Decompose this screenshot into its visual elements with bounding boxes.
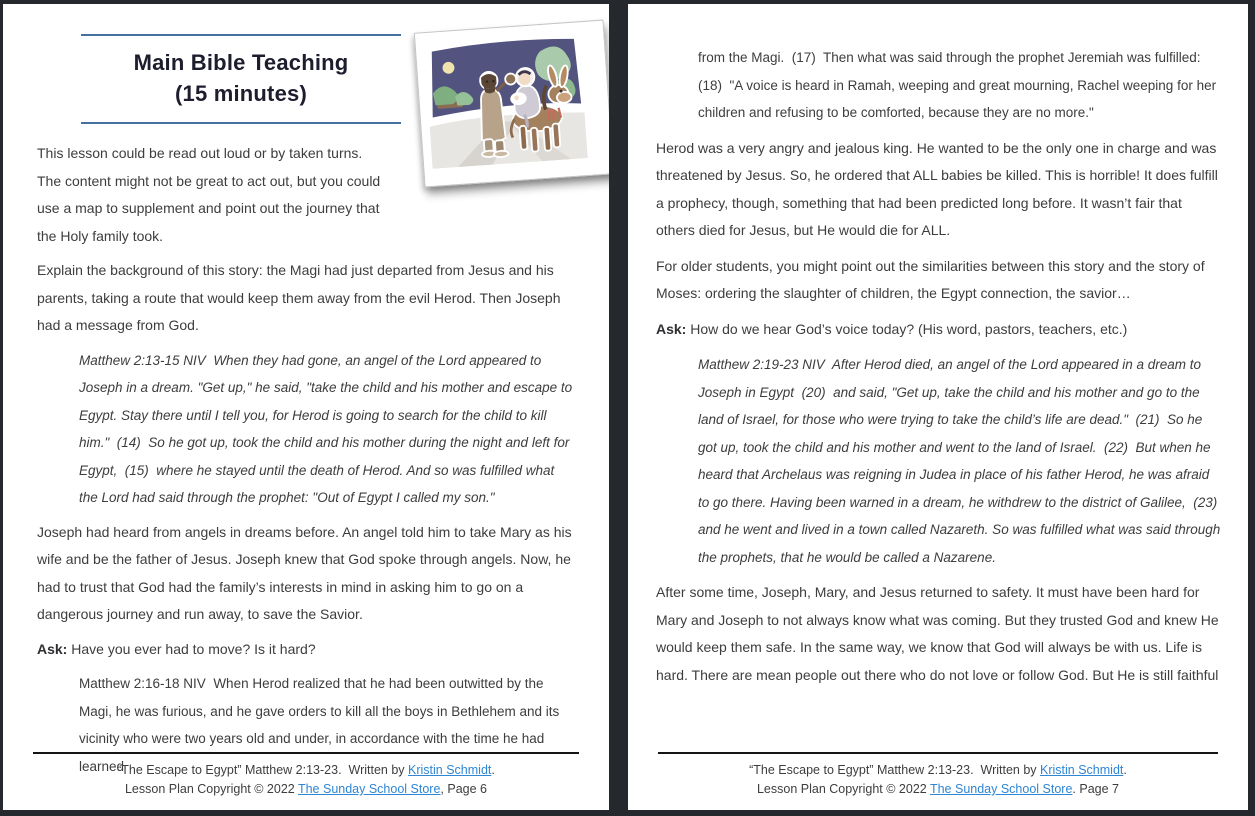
escape-to-egypt-illustration xyxy=(423,30,588,169)
section-header xyxy=(81,34,401,124)
footer-copyright-text: Lesson Plan Copyright © 2022 xyxy=(756,782,930,796)
footer-line1-end: . xyxy=(1123,763,1127,777)
scripture-quote-matthew-2-16-18: Matthew 2:16-18 NIV When Herod realized that he had been outwitted by the Magi, he was furious, and he gave orders to kill all the boys in Bethlehem and its vicinity who were two years old and under, in accordance with the time he had learned xyxy=(79,676,564,774)
section-title-line2: (15 minutes) xyxy=(175,81,307,106)
ask-question-text: How do we hear God’s voice today? (His word, pastors, teachers, etc.) xyxy=(686,320,1128,337)
footer-title-text: “The Escape to Egypt” Matthew 2:13-23. Written by xyxy=(117,763,409,777)
closing-paragraph: After some time, Joseph, Mary, and Jesus returned to safety. It must have been hard for Mary and Joseph to not always know what was coming. But they trusted God and knew He would keep them safe. In the same way, we know that God will always be with us. Life is hard. There are mean people out there who do not love or follow God. But He is still faithful xyxy=(656,584,1223,683)
herod-paragraph: Herod was a very angry and jealous king. He wanted to be the only one in charge and was threatened by Jesus. So, he ordered that ALL babies be killed. This is horrible! It does fulfill a prophecy, though, something that had been predicted long before. It wasn’t fair that others died for Jesus, but He would die for ALL. xyxy=(656,139,1222,238)
author-link[interactable]: Kristin Schmidt xyxy=(408,763,492,777)
scripture-quote-matthew-2-13-15: Matthew 2:13-15 NIV When they had gone, an angel of the Lord appeared to Joseph in a dream. "Get up," he said, "take the child and his mother and escape to Egypt. Stay there until I tell you, for Herod is going to search for the child to kill him." (14) So he got up, took the child and his mother during the night and left for Egypt, (15) where he stayed until the death of Herod. And so was fulfilled what the Lord had said through the prophet: "Out of Egypt I called my son." xyxy=(79,352,576,505)
holy-family-photo xyxy=(414,20,609,188)
footer-line-2 xyxy=(658,780,1218,799)
footer-line-1 xyxy=(658,761,1218,780)
store-link[interactable]: The Sunday School Store xyxy=(929,782,1073,796)
footer-line-1 xyxy=(33,761,579,780)
store-link[interactable]: The Sunday School Store xyxy=(297,782,441,796)
section-title-line1: Main Bible Teaching xyxy=(133,50,349,75)
ask-question-1 xyxy=(37,636,575,664)
footer-line-2 xyxy=(33,780,579,799)
older-students-paragraph: For older students, you might point out the similarities between this story and the story of Moses: ordering the slaughter of children, the Egypt connection, the savior… xyxy=(656,257,1209,301)
ask-question-2 xyxy=(656,316,1224,344)
page-footer-7 xyxy=(658,752,1218,799)
lesson-page-7 xyxy=(628,4,1248,810)
intro-paragraph: This lesson could be read out loud or by taken turns. The content might not be great to act out, but you could use a map to supplement and point out the journey that the Holy family took. xyxy=(37,145,385,244)
footer-page-number: , Page 6 xyxy=(440,782,487,796)
page-footer-6 xyxy=(33,752,579,799)
footer-page-number: . Page 7 xyxy=(1072,782,1119,796)
joseph-paragraph: Joseph had heard from angels in dreams before. An angel told him to take Mary as his wife and be the father of Jesus. Joseph knew that God spoke through angels. Now, he had to trust that God had the family’s interests in mind in asking him to go on a dangerous journey and run away, to save the Savior. xyxy=(37,523,576,622)
footer-line1-end: . xyxy=(491,763,495,777)
scripture-quote-matthew-2-16-18-continued: from the Magi. (17) Then what was said through the prophet Jeremiah was fulfilled: (18) "A voice is heard in Ramah, weeping and great mourning, Rachel weeping for her children and refusing to be comforted, because they are no more." xyxy=(698,50,1220,120)
footer-title-text: “The Escape to Egypt” Matthew 2:13-23. Written by xyxy=(749,763,1041,777)
scripture-quote-matthew-2-19-23: Matthew 2:19-23 NIV After Herod died, an angel of the Lord appeared in a dream to Joseph in Egypt (20) and said, "Get up, take the child and his mother and go to the land of Israel, for those who were trying to take the child’s life are dead." (21) So he got up, took the child and his mother and went to the land of Israel. (22) But when he heard that Archelaus was reigning in Judea in place of his father Herod, he was afraid to go there. Having been warned in a dream, he withdrew to the district of Galilee, (23) and he went and lived in a town called Nazareth. So was fulfilled what was said through the prophets, that he would be called a Nazarene. xyxy=(698,357,1225,565)
footer-copyright-text: Lesson Plan Copyright © 2022 xyxy=(124,782,298,796)
author-link[interactable]: Kristin Schmidt xyxy=(1040,763,1124,777)
lesson-page-6 xyxy=(3,4,609,810)
ask-label: Ask: xyxy=(656,320,687,337)
ask-question-text: Have you ever had to move? Is it hard? xyxy=(67,640,316,657)
ask-label: Ask: xyxy=(37,640,68,657)
background-paragraph: Explain the background of this story: the Magi had just departed from Jesus and his parents, taking a route that would keep them away from the evil Herod. Then Joseph had a message from God. xyxy=(37,262,565,333)
